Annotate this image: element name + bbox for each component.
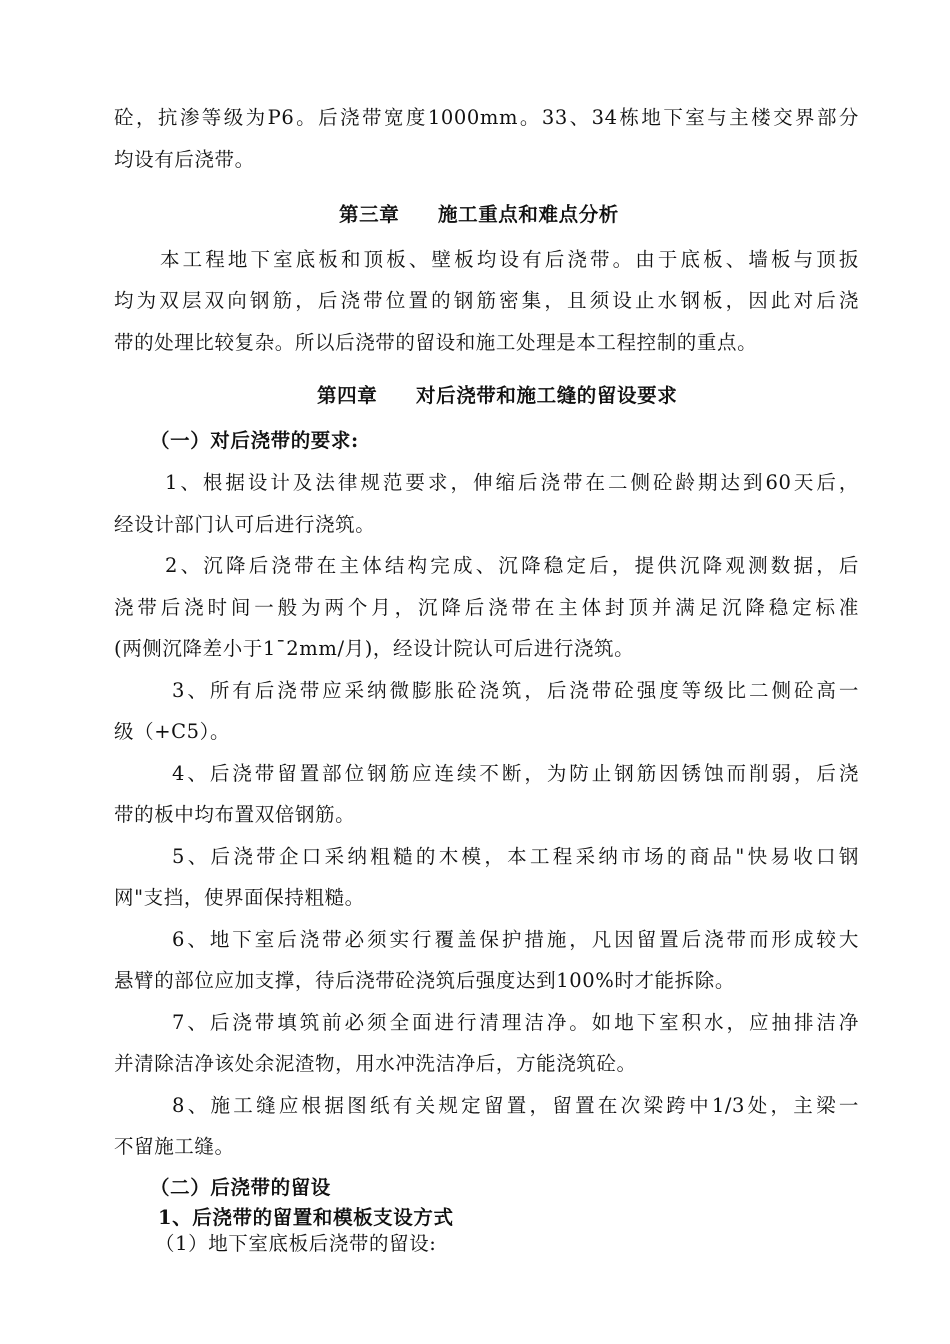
paragraph-line: 8、施工缝应根据图纸有关规定留置，留置在次梁跨中1/3处，主梁一	[172, 1094, 859, 1117]
paragraph-line: （1）地下室底板后浇带的留设:	[155, 1232, 437, 1255]
paragraph-line: 悬臂的部位应加支撑，待后浇带砼浇筑后强度达到100%时才能拆除。	[114, 969, 735, 992]
paragraph-line: 不留施工缝。	[114, 1135, 235, 1158]
chapter-title: 对后浇带和施工缝的留设要求	[416, 384, 678, 407]
paragraph-line: 均为双层双向钢筋，后浇带位置的钢筋密集，且须设止水钢板，因此对后浇	[114, 289, 859, 312]
section-heading: （二）后浇带的留设	[150, 1176, 331, 1199]
paragraph-line: 6、地下室后浇带必须实行覆盖保护措施，凡因留置后浇带而形成较大	[172, 928, 859, 951]
paragraph-line: 3、所有后浇带应采纳微膨胀砼浇筑，后浇带砼强度等级比二侧砼高一	[172, 679, 859, 702]
paragraph-line: 网"支挡，使界面保持粗糙。	[114, 886, 365, 909]
chapter-number: 第四章	[317, 384, 378, 407]
paragraph-line: 4、后浇带留置部位钢筋应连续不断，为防止钢筋因锈蚀而削弱，后浇	[172, 762, 859, 785]
paragraph-line: 7、后浇带填筑前必须全面进行清理洁净。如地下室积水，应抽排洁净	[172, 1011, 859, 1034]
paragraph-line: 均设有后浇带。	[114, 148, 255, 171]
chapter-title: 施工重点和难点分析	[438, 203, 619, 226]
paragraph-line: 经设计部门认可后进行浇筑。	[114, 513, 376, 536]
paragraph-line: (两侧沉降差小于1¯2mm/月)，经设计院认可后进行浇筑。	[114, 637, 635, 660]
paragraph-line: 2、沉降后浇带在主体结构完成、沉降稳定后，提供沉降观测数据，后	[165, 554, 859, 577]
paragraph-line: 并清除洁净该处余泥渣物，用水冲洗洁净后，方能浇筑砼。	[114, 1052, 637, 1075]
section-heading: （一）对后浇带的要求:	[150, 429, 359, 452]
paragraph-line: 带的板中均布置双倍钢筋。	[114, 803, 356, 826]
paragraph-line: 带的处理比较复杂。所以后浇带的留设和施工处理是本工程控制的重点。	[114, 331, 758, 354]
paragraph-line: 浇带后浇时间一般为两个月，沉降后浇带在主体封顶并满足沉降稳定标准	[114, 596, 859, 619]
paragraph-line: 级（+C5）。	[114, 720, 231, 743]
paragraph-line: 本工程地下室底板和顶板、壁板均设有后浇带。由于底板、墙板与顶扳	[160, 248, 859, 271]
chapter-number: 第三章	[339, 203, 400, 226]
paragraph-line: 5、后浇带企口采纳粗糙的木模，本工程采纳市场的商品"快易收口钢	[172, 845, 859, 868]
paragraph-line: 1、根据设计及法律规范要求，伸缩后浇带在二侧砼龄期达到60天后，	[165, 471, 859, 494]
paragraph-line: 砼，抗渗等级为P6。后浇带宽度1000mm。33、34栋地下室与主楼交界部分	[114, 106, 859, 129]
subsection-heading: 1、后浇带的留置和模板支设方式	[158, 1206, 454, 1229]
